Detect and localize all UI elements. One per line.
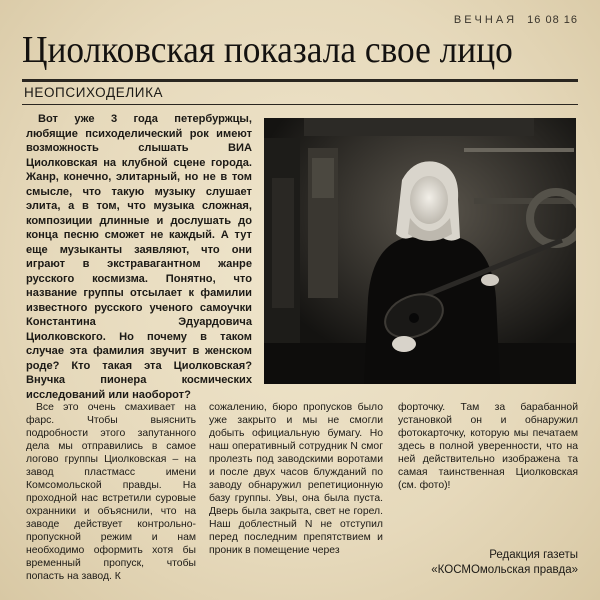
masthead: [454, 14, 578, 26]
rubric: НЕОПСИХОДЕЛИКА: [24, 85, 164, 100]
signature-line-2: «КОСМОмольская правда»: [431, 564, 578, 576]
issue-date: 16 08 16: [527, 14, 578, 26]
headline-rule: [22, 79, 578, 82]
article-column-2: сожалению, бюро пропусков было уже закрыто и мы не смогли добыть официальную бумагу. Но наш оперативный сотрудник N смог пролезть под заводскими воротами и после двух часов блужданий по заводу обнаружил репетиционную базу группы. Увы, она была пуста. Дверь была закрыта, свет не горел. Наш доблестный N не отступил перед последним препятствием и проник в помещение через: [209, 402, 383, 556]
band-photo: [264, 118, 576, 384]
lead-paragraph: Вот уже 3 года петербуржцы, любящие психоделический рок имеют возможность слышать ВИА Циолковская на клубной сцене города. Жанр, конечно, элитарный, но не в том смысле, что такую музыку слушает элита, а в том, что музыка сложная, композиции длинные и дослушать до конца песню сможет не каждый. А тут еще музыканты заявляют, что они играют в экстравагантном жанре русского космизма. Понятно, что название группы отсылает к фамилии известного русского ученого самоучки Константина Эдуардовича Циолковского. Но почему в таком случае эта фамилия звучит в женском роде? Кто такая эта Циолковская? Внучка пионера космических исследований или наоборот?: [26, 113, 252, 401]
rubric-rule: [22, 104, 578, 105]
masthead-label: ВЕЧНАЯ: [453, 14, 518, 26]
signature-line-1: Редакция газеты: [489, 549, 578, 561]
article-column-1: Все это очень смахивает на фарс. Чтобы выяснить подробности этого запутанного дела мы отправились в самое логово группы Циолковская – на завод пластмасс имени Комсомольской правды. На проходной нас встретили суровые охранники и объяснили, что на заводе действует контрольно-пропускной режим и нам необходимо оформить хотя бы временный пропуск, чтобы попасть на завод. К: [26, 402, 196, 582]
article-column-3: форточку. Там за барабанной установкой он и обнаружил фотокарточку, которую мы печатаем здесь в полной уверенности, что на ней действительно изображена та самая таинственная Циолковская (см. фото)!: [398, 402, 578, 491]
headline: Циолковская показала свое лицо: [22, 29, 513, 71]
photo-image: [264, 118, 576, 384]
